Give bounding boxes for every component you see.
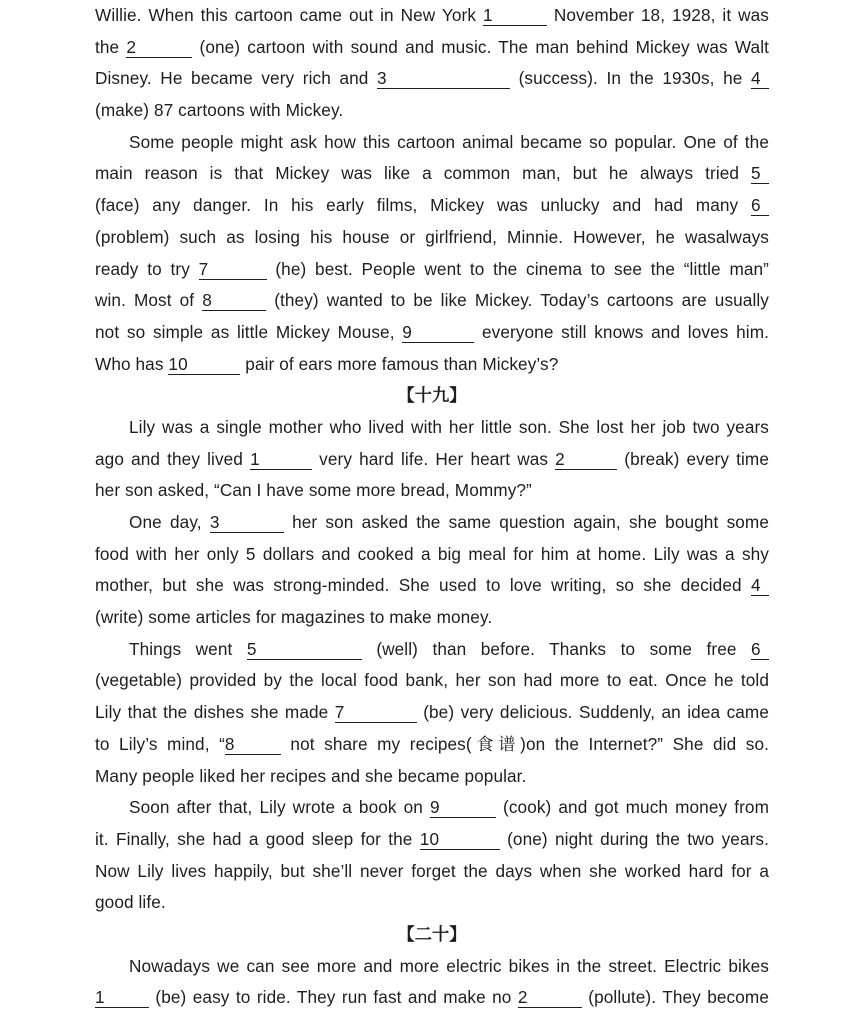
answer-blank[interactable]: 10 (420, 829, 500, 850)
text-line: win. Most of 8 (they) wanted to be like Mickey. Today’s cartoons are usually (95, 290, 769, 311)
answer-blank[interactable]: 5 (751, 163, 769, 184)
text-line: Nowadays we can see more and more electric bikes in the street. Electric bikes (129, 955, 769, 976)
answer-blank[interactable]: 7 (335, 702, 417, 723)
text-line: Things went 5 (well) than before. Thanks to some free 6 (95, 634, 769, 666)
answer-blank[interactable]: 4 (751, 68, 769, 89)
text-line: food with her only 5 dollars and cooked a big meal for him at home. Lily was a shy (95, 543, 769, 564)
answer-blank[interactable]: 5 (247, 639, 362, 660)
text-line: it. Finally, she had a good sleep for the 10 (one) night during the two years. (95, 828, 769, 849)
text-line: Soon after that, Lily wrote a book on 9 (cook) and got much money from (129, 797, 769, 818)
answer-blank[interactable]: 1 (483, 5, 547, 26)
text-line: the 2 (one) cartoon with sound and music. The man behind Mickey was Walt (95, 36, 769, 57)
answer-blank[interactable]: 10 (168, 354, 240, 375)
text-line: Willie. When this cartoon came out in New York 1 November 18, 1928, it was (95, 5, 769, 25)
answer-blank[interactable]: 8 (202, 290, 266, 311)
text-line: her son asked, “Can I have some more bread, Mommy?” (95, 480, 532, 501)
text-line: One day, 3 her son asked the same question again, she bought some (129, 512, 769, 532)
answer-blank[interactable]: 3 (377, 68, 510, 89)
answer-blank[interactable]: 6 (751, 195, 769, 216)
text-line: (write) some articles for magazines to make money. (95, 607, 493, 628)
text-line: Many people liked her recipes and she became popular. (95, 765, 527, 786)
text-line: Lily was a single mother who lived with her little son. She lost her job two years (129, 416, 769, 437)
text-line: Now Lily lives happily, but she’ll never forget the days when she worked hard for a (95, 860, 769, 881)
text-line: Who has 10 pair of ears more famous than Mickey’s? (95, 353, 559, 374)
text-line: to Lily’s mind, “8 not share my recipes(食谱)on the Internet?” She did so. (95, 733, 769, 754)
text-line: Disney. He became very rich and 3 (success). In the 1930s, he 4 (95, 63, 769, 95)
text-line: (problem) such as losing his house or girlfriend, Minnie. However, he wasalways (95, 226, 769, 247)
answer-blank[interactable]: 7 (199, 259, 267, 280)
text-line: ready to try 7 (he) best. People went to the cinema to see the “little man” (95, 258, 769, 279)
answer-blank[interactable]: 2 (126, 37, 192, 58)
text-line: (vegetable) provided by the local food bank, her son had more to eat. Once he told (95, 670, 769, 691)
text-line: main reason is that Mickey was like a common man, but he always tried 5 (95, 158, 769, 190)
answer-blank[interactable]: 1 (250, 449, 312, 470)
section-heading: 【二十】 (397, 923, 467, 944)
answer-blank[interactable]: 1 (95, 987, 149, 1008)
text-line: 1 (be) easy to ride. They run fast and make no 2 (pollute). They become (95, 987, 769, 1008)
text-line: good life. (95, 892, 166, 913)
answer-blank[interactable]: 3 (210, 512, 284, 533)
text-line: Some people might ask how this cartoon animal became so popular. One of the (129, 131, 769, 152)
section-heading: 【十九】 (397, 385, 467, 406)
text-line: Lily that the dishes she made 7 (be) very delicious. Suddenly, an idea came (95, 702, 769, 723)
text-line: (face) any danger. In his early films, Mickey was unlucky and had many 6 (95, 190, 769, 222)
answer-blank[interactable]: 9 (402, 322, 474, 343)
answer-blank[interactable]: 9 (430, 797, 496, 818)
text-line: (make) 87 cartoons with Mickey. (95, 100, 344, 121)
answer-blank[interactable]: 4 (751, 575, 769, 596)
answer-blank[interactable]: 6 (751, 639, 769, 660)
text-line: ago and they lived 1 very hard life. Her heart was 2 (break) every time (95, 448, 769, 469)
answer-blank[interactable]: 2 (518, 987, 582, 1008)
answer-blank[interactable]: 2 (555, 449, 617, 470)
text-line: mother, but she was strong-minded. She used to love writing, so she decided 4 (95, 570, 769, 602)
text-line: not so simple as little Mickey Mouse, 9 everyone still knows and loves him. (95, 321, 769, 342)
answer-blank[interactable]: 8 (225, 734, 281, 755)
